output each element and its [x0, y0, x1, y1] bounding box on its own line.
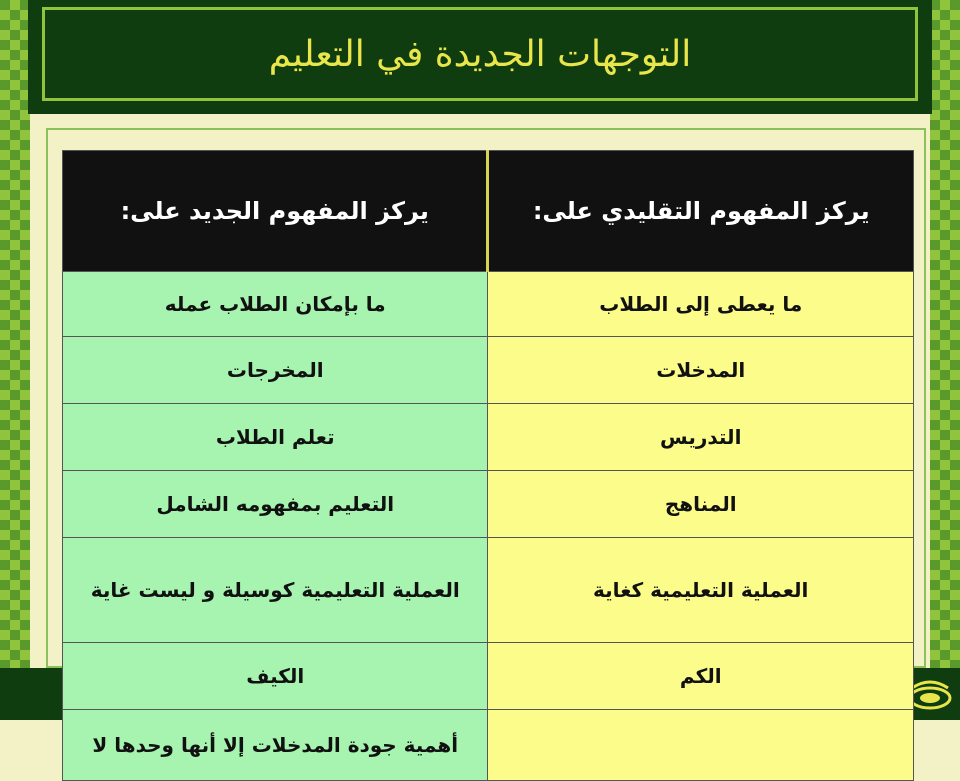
cell-new: ما بإمكان الطلاب عمله — [63, 272, 488, 337]
header-new: يركز المفهوم الجديد على: — [63, 151, 488, 272]
left-decorative-strip — [0, 0, 30, 720]
cell-traditional: الكم — [488, 643, 914, 710]
cell-new: العملية التعليمية كوسيلة و ليست غاية — [63, 538, 488, 643]
table-row — [63, 337, 914, 404]
right-decorative-strip — [930, 0, 960, 720]
table-row — [63, 471, 914, 538]
table-row — [63, 710, 914, 781]
cell-new: المخرجات — [63, 337, 488, 404]
table-row — [63, 404, 914, 471]
header-traditional: يركز المفهوم التقليدي على: — [488, 151, 914, 272]
table-row — [63, 272, 914, 337]
comparison-table — [62, 150, 914, 781]
cell-traditional: العملية التعليمية كغاية — [488, 538, 914, 643]
cell-new: التعليم بمفهومه الشامل — [63, 471, 488, 538]
table-row — [63, 538, 914, 643]
cell-traditional: ما يعطى إلى الطلاب — [488, 272, 914, 337]
cell-traditional: التدريس — [488, 404, 914, 471]
cell-new: الكيف — [63, 643, 488, 710]
cell-traditional: المدخلات — [488, 337, 914, 404]
cell-new: تعلم الطلاب — [63, 404, 488, 471]
slide-title: التوجهات الجديدة في التعليم — [268, 33, 692, 75]
cell-traditional: المناهج — [488, 471, 914, 538]
table-header-row — [63, 151, 914, 272]
cell-traditional — [488, 710, 914, 781]
cell-new: أهمية جودة المدخلات إلا أنها وحدها لا — [63, 710, 488, 781]
table-row — [63, 643, 914, 710]
